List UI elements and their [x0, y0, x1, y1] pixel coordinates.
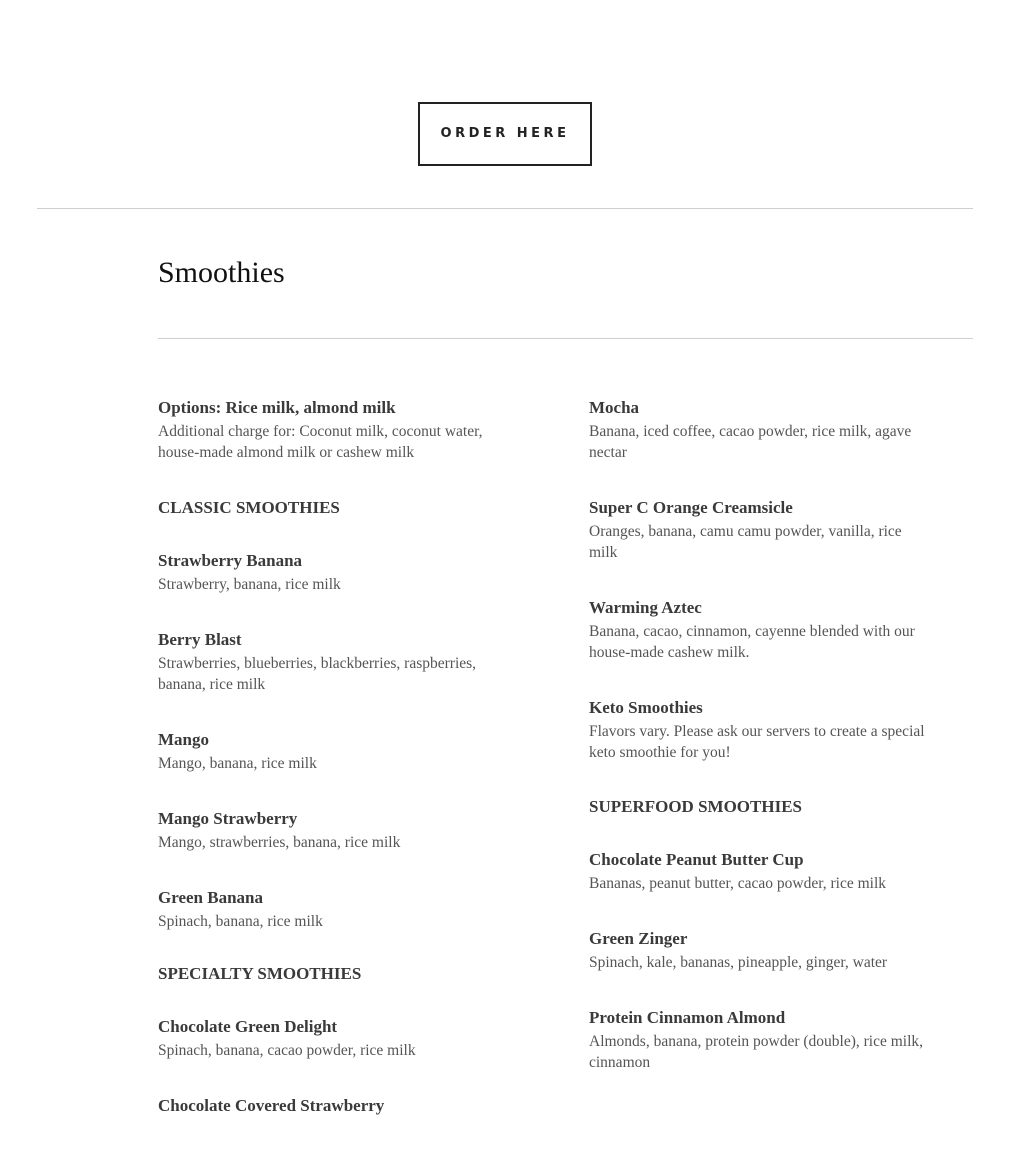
- menu-item-name: Keto Smoothies: [589, 698, 703, 717]
- menu-item-name: Green Zinger: [589, 929, 688, 948]
- menu-item-name: Strawberry Banana: [158, 551, 303, 570]
- menu-item-mango: [158, 729, 498, 774]
- menu-item-description: Spinach, kale, bananas, pineapple, ginger, water: [589, 954, 888, 971]
- menu-item-protein-cinnamon-almond: [589, 1007, 929, 1073]
- menu-item-chocolate-green-delight: [158, 1016, 498, 1061]
- menu-item-green-zinger: [589, 928, 929, 973]
- menu-item-keto-smoothies: [589, 697, 929, 763]
- menu-item-strawberry-banana: [158, 550, 498, 595]
- top-divider: [37, 208, 973, 209]
- menu-item-description: Oranges, banana, camu camu powder, vanilla, rice milk: [589, 523, 902, 561]
- menu-item-name: Chocolate Green Delight: [158, 1017, 338, 1036]
- menu-item-name: Super C Orange Creamsicle: [589, 498, 793, 517]
- section-divider: [158, 338, 973, 339]
- menu-item-description: Spinach, banana, rice milk: [158, 913, 323, 930]
- category-heading-specialty: SPECIALTY SMOOTHIES: [158, 964, 362, 983]
- menu-item-mocha: [589, 397, 929, 463]
- menu-item-mango-strawberry: [158, 808, 498, 853]
- menu-item-chocolate-covered-strawberry: [158, 1095, 498, 1117]
- menu-item-name: Berry Blast: [158, 630, 242, 649]
- menu-item-description: Flavors vary. Please ask our servers to create a special keto smoothie for you!: [589, 723, 925, 761]
- order-button-wrapper: [0, 102, 1010, 166]
- menu-item-chocolate-peanut-butter-cup: [589, 849, 929, 894]
- menu-item-description: Bananas, peanut butter, cacao powder, rice milk: [589, 875, 887, 892]
- menu-item-description: Mango, banana, rice milk: [158, 755, 317, 772]
- section-title: Smoothies: [158, 256, 285, 289]
- menu-item-description: Strawberries, blueberries, blackberries, raspberries, banana, rice milk: [158, 655, 477, 693]
- menu-item-options: [158, 397, 498, 463]
- menu-item-name: Protein Cinnamon Almond: [589, 1008, 786, 1027]
- menu-item-description: Almonds, banana, protein powder (double), rice milk, cinnamon: [589, 1033, 924, 1071]
- menu-item-description: Additional charge for: Coconut milk, coconut water, house-made almond milk or cashew milk: [158, 423, 483, 461]
- order-here-button[interactable]: ORDER HERE: [418, 102, 592, 166]
- menu-column-right: [589, 397, 929, 1107]
- menu-item-berry-blast: [158, 629, 498, 695]
- menu-item-warming-aztec: [589, 597, 929, 663]
- menu-item-name: Chocolate Peanut Butter Cup: [589, 850, 804, 869]
- category-heading-superfood: SUPERFOOD SMOOTHIES: [589, 797, 803, 816]
- menu-item-name: Mango: [158, 730, 209, 749]
- menu-item-name: Chocolate Covered Strawberry: [158, 1096, 385, 1115]
- category-heading-classic: CLASSIC SMOOTHIES: [158, 498, 340, 517]
- menu-item-description: Strawberry, banana, rice milk: [158, 576, 341, 593]
- menu-item-super-c-orange-creamsicle: [589, 497, 929, 563]
- menu-item-description: Spinach, banana, cacao powder, rice milk: [158, 1042, 416, 1059]
- menu-item-green-banana: [158, 887, 498, 932]
- menu-item-description: Banana, cacao, cinnamon, cayenne blended with our house-made cashew milk.: [589, 623, 915, 661]
- menu-item-description: Banana, iced coffee, cacao powder, rice milk, agave nectar: [589, 423, 912, 461]
- menu-item-name: Options: Rice milk, almond milk: [158, 398, 396, 417]
- menu-item-name: Green Banana: [158, 888, 264, 907]
- menu-column-left: [158, 397, 498, 1151]
- menu-item-description: Mango, strawberries, banana, rice milk: [158, 834, 401, 851]
- menu-item-name: Mango Strawberry: [158, 809, 298, 828]
- menu-item-name: Mocha: [589, 398, 640, 417]
- menu-item-name: Warming Aztec: [589, 598, 702, 617]
